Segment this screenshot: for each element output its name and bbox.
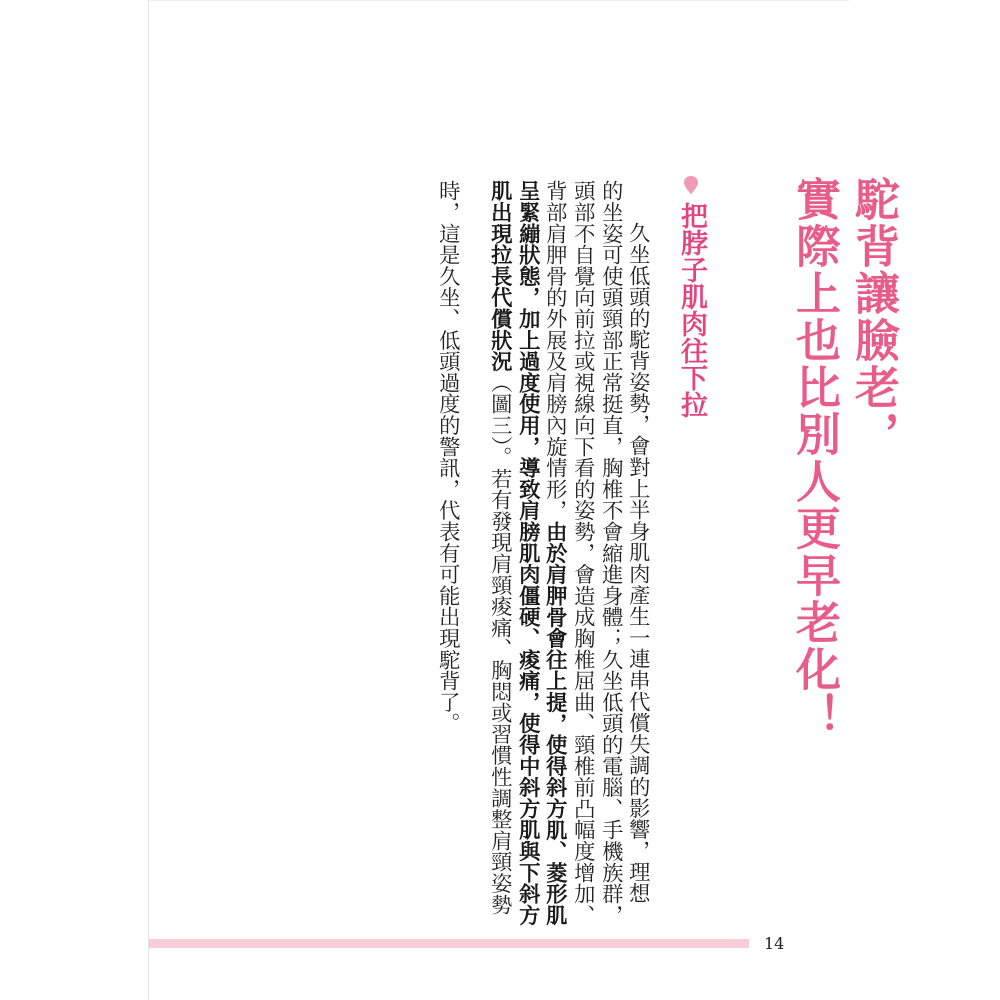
body-column-1: 久坐低頭的駝背姿勢，會對上半身肌肉產生一連串代償失調的影響，理想	[625, 222, 651, 904]
body-column-4	[542, 180, 568, 926]
body-column-6	[487, 180, 513, 915]
body-text-bold: 由於肩胛骨會往上提，使得斜方肌、菱形肌	[542, 520, 568, 926]
body-column-5	[515, 180, 541, 926]
book-page	[148, 0, 1000, 1000]
page-number: 14	[764, 934, 785, 953]
footer-bar	[149, 939, 749, 948]
body-text-plain: （圖三）。若有發現肩頸痠痛、胸悶或習慣性調整肩頸姿勢	[487, 371, 513, 915]
top-rule	[149, 0, 849, 1]
section-heading: 把脖子肌肉往下拉	[676, 202, 707, 418]
title-line-2: 實際上也比別人更早老化！	[788, 176, 841, 740]
body-column-7: 時，這是久坐、低頭過度的警訊，代表有可能出現駝背了。	[435, 180, 461, 734]
body-column-3: 頭部不自覺向前拉或視線向下看的姿勢，會造成胸椎屈曲、頸椎前凸幅度增加、	[570, 180, 596, 926]
body-text-bold: 呈緊繃狀態，加上過度使用，導致肩膀肌肉僵硬、痠痛，使得中斜方肌與下斜方	[515, 180, 541, 926]
title-line-1: 駝背讓臉老，	[847, 176, 900, 458]
pin-icon	[682, 175, 700, 195]
body-text-bold: 肌出現拉長代償狀況	[487, 180, 513, 372]
body-column-2: 的坐姿可使頭頸部正常挺直，胸椎不會縮進身體；久坐低頭的電腦、手機族群，	[598, 180, 624, 926]
body-text-plain: 背部肩胛骨的外展及肩膀內旋情形，	[542, 180, 568, 521]
